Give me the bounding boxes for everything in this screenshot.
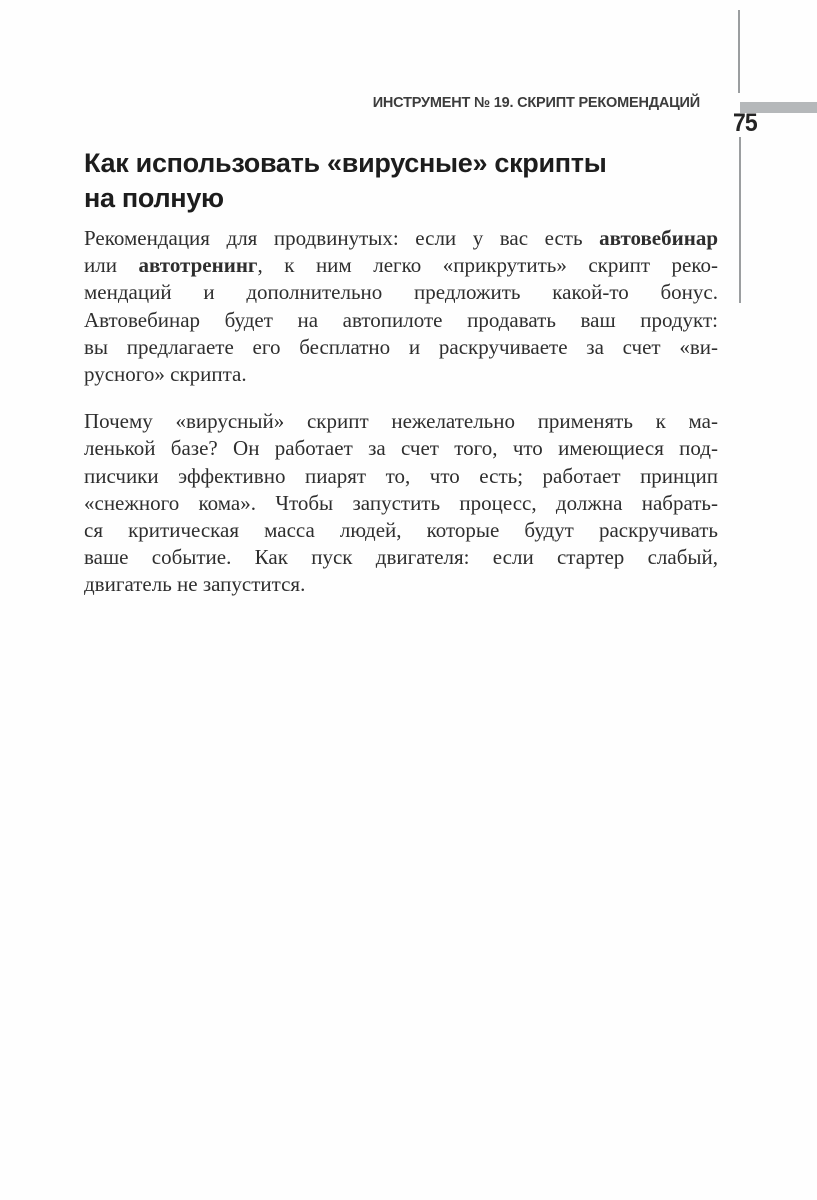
margin-rule-bottom [739,137,741,303]
text-segment: «снежного кома». Чтобы запустить процесс, должна набрать- [84,490,718,515]
body-paragraph [84,408,718,598]
text-line [84,307,718,334]
text-segment: мендаций и дополнительно предложить какой-то бонус. [84,280,718,305]
page-number: 75 [733,109,757,137]
text-segment: Рекомендация для продвинутых: если у вас есть [84,226,600,250]
text-line [84,517,718,544]
bold-text-segment: автотренинг [138,253,258,278]
text-segment: вы предлагаете его бесплатно и раскручиваете за счет «ви- [84,334,718,359]
text-line [84,544,718,571]
body-paragraph [84,225,718,388]
text-segment: ленькой базе? Он работает за счет того, что имеющиеся под- [84,436,718,461]
text-line [84,463,718,490]
margin-rule-top [738,10,740,93]
text-segment: двигатель не запустится. [84,572,306,597]
text-segment: писчики эффективно пиарят то, что есть; работает принцип [84,463,718,488]
text-line [84,435,718,462]
title-line: на полную [84,183,224,213]
text-segment: ся критическая масса людей, которые будут раскручивать [84,518,718,543]
text-line [84,279,718,306]
text-line [84,490,718,517]
text-line [84,334,718,361]
text-line [84,408,718,435]
text-line [84,361,718,388]
text-segment: Автовебинар будет на автопилоте продавать ваш продукт: [84,307,718,332]
article-body [84,225,718,599]
text-line [84,571,718,598]
text-segment: Почему «вирусный» скрипт нежелательно применять к ма- [84,409,718,434]
bold-text-segment: автовебинар [599,226,718,250]
text-segment: русного» скрипта. [84,362,247,387]
running-header: ИНСТРУМЕНТ № 19. СКРИПТ РЕКОМЕНДАЦИЙ [372,95,700,111]
text-column [84,146,718,619]
text-line [84,225,718,252]
section-title [84,146,718,216]
text-segment: ваше событие. Как пуск двигателя: если стартер слабый, [84,545,718,570]
text-segment: или [84,253,139,278]
text-line [84,252,718,279]
title-line: Как использовать «вирусные» скрипты [84,148,607,178]
text-segment: , к ним легко «прикрутить» скрипт реко- [257,253,718,278]
